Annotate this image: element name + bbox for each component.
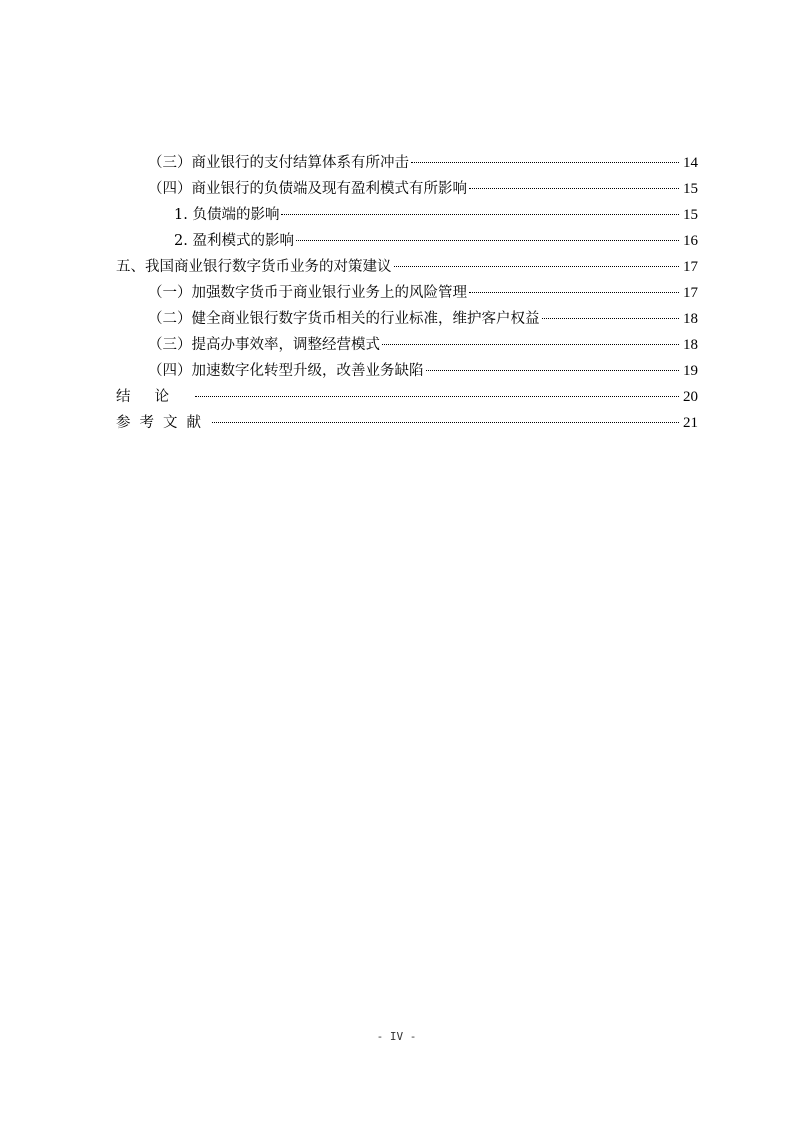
toc-entry-page: 18 xyxy=(683,311,698,327)
toc-entry[interactable] xyxy=(148,306,698,332)
toc-leader-dots xyxy=(469,187,679,189)
toc-entry-title: 参考文献 xyxy=(116,415,210,431)
toc-leader-dots xyxy=(542,317,680,319)
toc-entry-page: 15 xyxy=(683,181,698,197)
toc-entry-title: （三）提高办事效率，调整经营模式 xyxy=(148,337,380,353)
toc-leader-dots xyxy=(382,343,679,345)
toc-entry-page: 21 xyxy=(683,415,698,431)
toc-entry-page: 17 xyxy=(683,259,698,275)
toc-entry-page: 19 xyxy=(683,363,698,379)
toc-entry[interactable] xyxy=(116,410,698,436)
toc-entry[interactable] xyxy=(116,384,698,410)
toc-entry-title: 五、我国商业银行数字货币业务的对策建议 xyxy=(116,259,392,275)
toc-entry-title: （四）商业银行的负债端及现有盈利模式有所影响 xyxy=(148,181,467,197)
toc-entry-page: 17 xyxy=(683,285,698,301)
toc-leader-dots xyxy=(195,395,679,397)
toc-leader-dots xyxy=(426,369,680,371)
toc-entry-title: （二）健全商业银行数字货币相关的行业标准，维护客户权益 xyxy=(148,311,540,327)
toc-entry[interactable] xyxy=(148,332,698,358)
toc-entry-title: 2. 盈利模式的影响 xyxy=(174,233,294,249)
toc-entry-title: 1. 负债端的影响 xyxy=(174,207,280,223)
toc-entry[interactable] xyxy=(148,176,698,202)
toc-entry-title: （三）商业银行的支付结算体系有所冲击 xyxy=(148,155,409,171)
toc-entry-page: 20 xyxy=(683,389,698,405)
toc-entry[interactable] xyxy=(148,150,698,176)
toc-entry[interactable] xyxy=(116,254,698,280)
toc-entry-page: 14 xyxy=(683,155,698,171)
toc-entry-title: （一）加强数字货币于商业银行业务上的风险管理 xyxy=(148,285,467,301)
toc-leader-dots xyxy=(394,265,680,267)
toc-entry-title: （四）加速数字化转型升级，改善业务缺陷 xyxy=(148,363,424,379)
toc-leader-dots xyxy=(281,213,679,215)
toc-leader-dots xyxy=(296,239,679,241)
toc-entry[interactable] xyxy=(148,358,698,384)
toc-entry-title: 结论 xyxy=(116,389,193,405)
toc-entry[interactable] xyxy=(148,280,698,306)
toc-leader-dots xyxy=(212,421,679,423)
toc-entry[interactable] xyxy=(174,202,698,228)
toc-entry-page: 18 xyxy=(683,337,698,353)
toc-entry[interactable] xyxy=(174,228,698,254)
toc-leader-dots xyxy=(469,291,679,293)
page-number: - IV - xyxy=(376,1030,417,1043)
toc-entry-page: 15 xyxy=(683,207,698,223)
toc-entry-page: 16 xyxy=(683,233,698,249)
toc-leader-dots xyxy=(411,161,679,163)
